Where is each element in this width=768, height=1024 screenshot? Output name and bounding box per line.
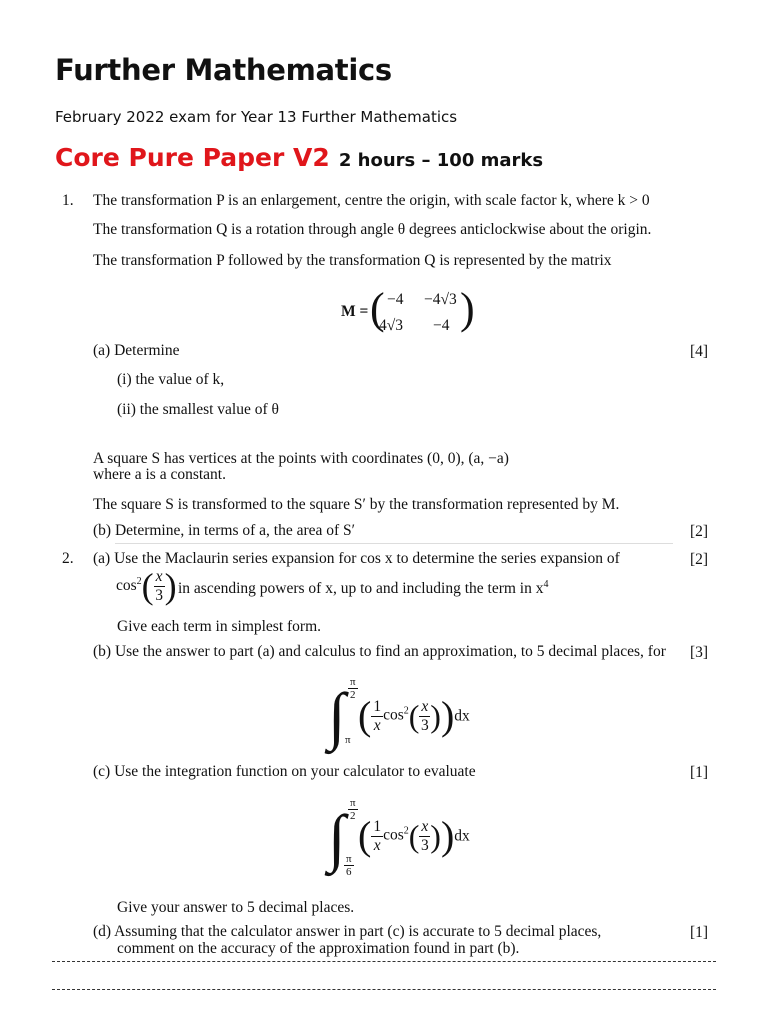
- paper-heading: [55, 143, 543, 172]
- paper-duration-marks: 2 hours – 100 marks: [338, 150, 544, 171]
- q2a-continuation: in ascending powers of x, up to and including the term in $x^4$: [178, 579, 549, 598]
- q2c-text: (c) Use the integration function on your calculator to evaluate: [93, 763, 476, 780]
- matrix-cell-22: −4: [433, 317, 450, 334]
- matrix-cell-11: −4: [387, 291, 404, 308]
- matrix-label: M =: [341, 303, 369, 320]
- matrix-right-bracket: ): [460, 284, 475, 333]
- q2c-marks: [1]: [690, 764, 709, 781]
- q2b-marks: [3]: [690, 644, 709, 661]
- q2a-text: (a) Use the Maclaurin series expansion for cos x to determine the series expansion of: [93, 550, 620, 567]
- q2d-marks: [1]: [690, 924, 709, 941]
- integral-c-upper-limit: $\frac{\pi}{2}$: [350, 797, 356, 823]
- page-title: Further Mathematics: [55, 53, 392, 87]
- integral-c-integrand: ( $\frac{1}{x}$ $\cos^2$( $\frac{x}{3}$ ))dx: [358, 813, 470, 858]
- q1a-ii: (ii) the smallest value of θ: [117, 401, 279, 418]
- q1b-text: (b) Determine, in terms of a, the area of S′: [93, 522, 356, 539]
- answer-line-1: [52, 961, 716, 962]
- integral-b-lower-limit: π: [345, 734, 351, 746]
- integral-b-upper-limit: $\frac{\pi}{2}$: [350, 676, 356, 702]
- q1-line2: The transformation Q is a rotation through angle θ degrees anticlockwise about the origin.: [93, 221, 652, 238]
- integral-sign: ∫: [328, 680, 346, 751]
- integral-b: [328, 680, 346, 751]
- q2a-expression: $\cos^2$( $\frac{x}{3}$ ): [116, 566, 177, 606]
- q2b-text: (b) Use the answer to part (a) and calculus to find an approximation, to 5 decimal places, for: [93, 643, 666, 660]
- q2a-simplest: Give each term in simplest form.: [117, 618, 322, 635]
- q2c-decimal-places: Give your answer to 5 decimal places.: [117, 899, 355, 916]
- matrix-cell-12: −4√3: [424, 291, 457, 308]
- q1a-marks: [4]: [690, 343, 709, 360]
- q1-line3: The transformation P followed by the transformation Q is represented by the matrix: [93, 252, 612, 269]
- q2a-marks: [2]: [690, 551, 709, 568]
- q1-line1: The transformation P is an enlargement, centre the origin, with scale factor k, where k > 0: [93, 192, 650, 209]
- cos-squared: $\cos^2$: [116, 575, 142, 594]
- paper-name: Core Pure Paper V2: [55, 143, 330, 172]
- answer-line-2: [52, 989, 716, 990]
- q2d-line1: (d) Assuming that the calculator answer in part (c) is accurate to 5 decimal places,: [93, 923, 602, 940]
- question-divider: [115, 543, 673, 544]
- integral-b-integrand: ( $\frac{1}{x}$ $\cos^2$( $\frac{x}{3}$ ))dx: [358, 693, 470, 738]
- q1-square-line3: The square S is transformed to the square S′ by the transformation represented by M.: [93, 496, 620, 513]
- exam-subtitle: February 2022 exam for Year 13 Further Mathematics: [55, 108, 458, 126]
- q1-square-line1: A square S has vertices at the points with coordinates (0, 0), (a, −a): [93, 450, 509, 467]
- integral-sign: ∫: [328, 802, 346, 873]
- q1-number: 1.: [62, 192, 74, 209]
- q1b-marks: [2]: [690, 523, 709, 540]
- q1-square-line2: where a is a constant.: [93, 466, 226, 483]
- fraction-x-over-3: $\frac{x}{3}$: [155, 568, 163, 604]
- integral-c-lower-limit: $\frac{\pi}{6}$: [346, 853, 352, 879]
- integral-c: [328, 802, 346, 873]
- matrix-left-bracket: (: [370, 284, 385, 333]
- q1a-label: (a) Determine: [93, 342, 180, 359]
- q2d-line2: comment on the accuracy of the approximation found in part (b).: [117, 940, 520, 957]
- q1a-i: (i) the value of k,: [117, 371, 225, 388]
- matrix-cell-21: 4√3: [379, 317, 404, 334]
- q2-number: 2.: [62, 550, 74, 567]
